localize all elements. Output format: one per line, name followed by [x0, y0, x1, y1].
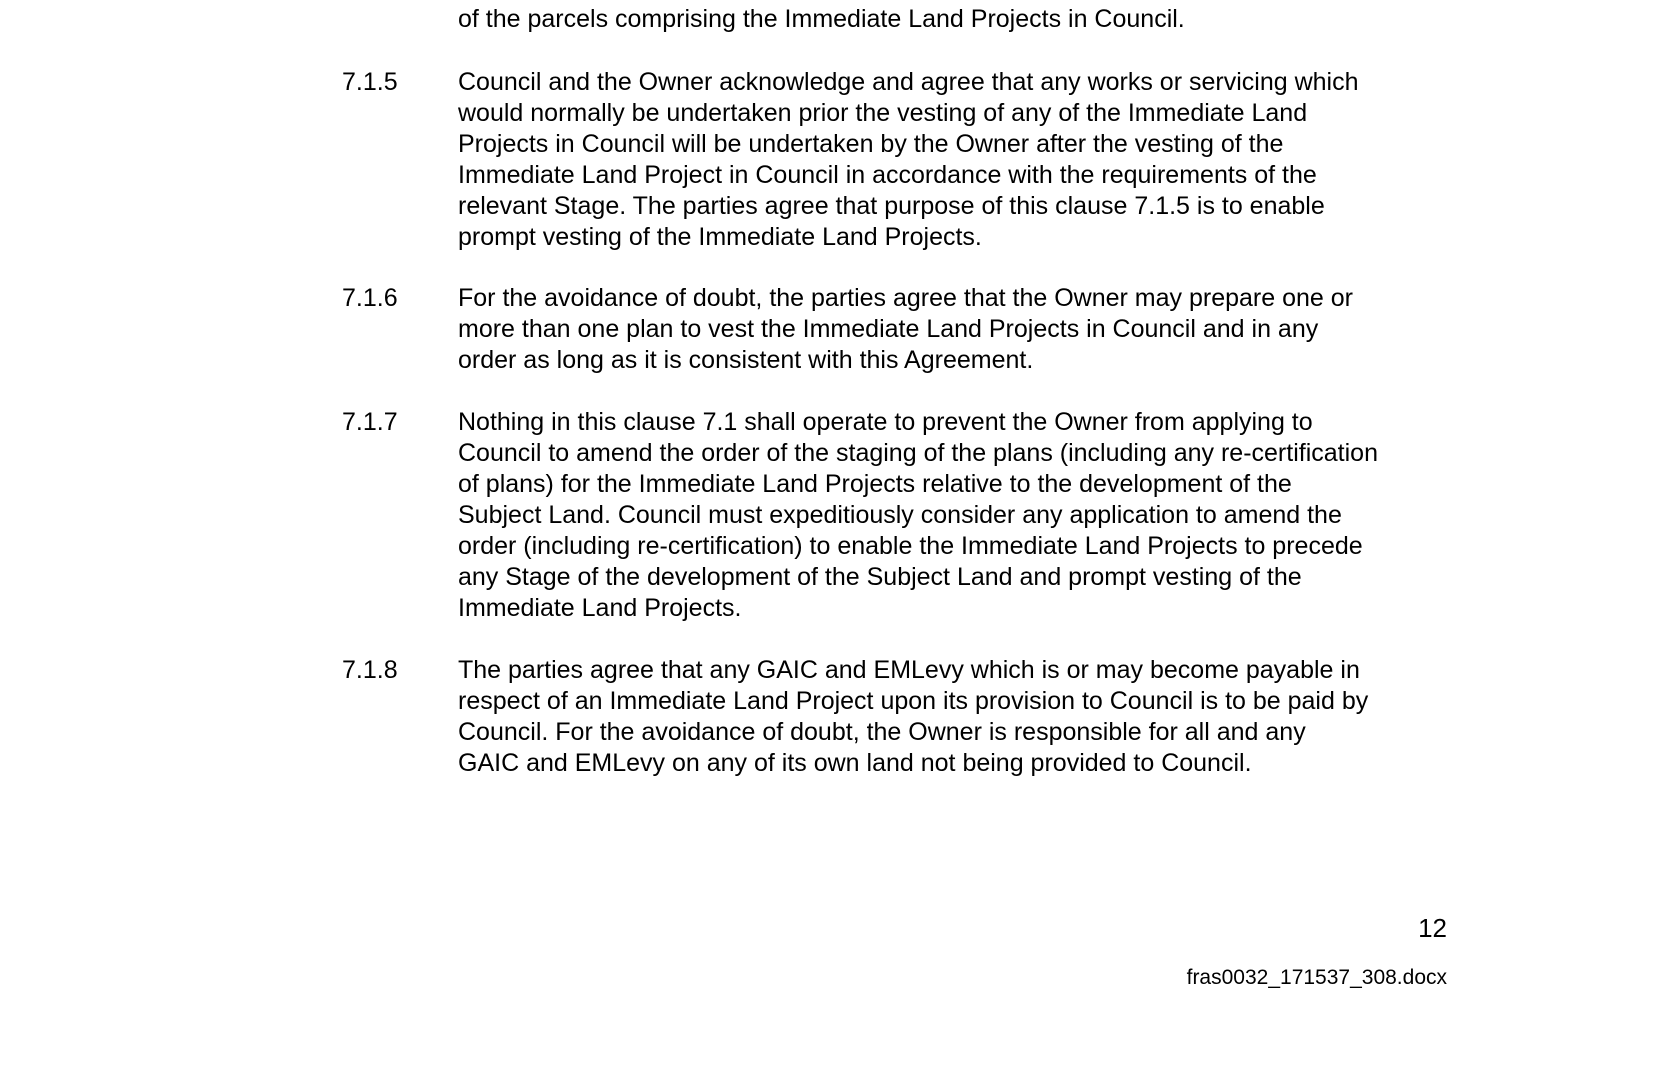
clause-number: 7.1.7 — [342, 408, 398, 436]
paragraph-line: more than one plan to vest the Immediate Land Projects in Council and in any — [458, 315, 1319, 343]
paragraph-line: The parties agree that any GAIC and EMLevy which is or may become payable in — [458, 656, 1360, 684]
clause-paragraph — [458, 407, 1458, 624]
paragraph-line: Council. For the avoidance of doubt, the Owner is responsible for all and any — [458, 718, 1306, 746]
paragraph-line: prompt vesting of the Immediate Land Projects. — [458, 223, 982, 251]
paragraph-line: For the avoidance of doubt, the parties agree that the Owner may prepare one or — [458, 284, 1353, 312]
paragraph-line: Projects in Council will be undertaken by the Owner after the vesting of the — [458, 130, 1284, 158]
paragraph-line: Council and the Owner acknowledge and agree that any works or servicing which — [458, 68, 1359, 96]
clause-number: 7.1.8 — [342, 656, 398, 684]
paragraph-line: Subject Land. Council must expeditiously consider any application to amend the — [458, 501, 1342, 529]
page-number: 12 — [1418, 913, 1447, 943]
paragraph-line: order as long as it is consistent with this Agreement. — [458, 346, 1034, 374]
clause-paragraph — [458, 283, 1458, 376]
paragraph-line: Nothing in this clause 7.1 shall operate to prevent the Owner from applying to — [458, 408, 1313, 436]
paragraph-line: would normally be undertaken prior the vesting of any of the Immediate Land — [458, 99, 1308, 127]
clause-paragraph — [458, 67, 1458, 253]
paragraph-line: Immediate Land Project in Council in accordance with the requirements of the — [458, 161, 1317, 189]
paragraph-line: Immediate Land Projects. — [458, 594, 742, 622]
paragraph-line: of the parcels comprising the Immediate Land Projects in Council. — [458, 5, 1185, 33]
clause-number: 7.1.5 — [342, 68, 398, 96]
paragraph-line: order (including re-certification) to enable the Immediate Land Projects to precede — [458, 532, 1363, 560]
paragraph-line: of plans) for the Immediate Land Projects relative to the development of the — [458, 470, 1292, 498]
paragraph-line: any Stage of the development of the Subject Land and prompt vesting of the — [458, 563, 1302, 591]
carryover-paragraph — [458, 4, 1458, 35]
file-reference: fras0032_171537_308.docx — [1186, 966, 1447, 989]
clause-paragraph — [458, 655, 1458, 779]
clause-number: 7.1.6 — [342, 284, 398, 312]
paragraph-line: respect of an Immediate Land Project upon its provision to Council is to be paid by — [458, 687, 1369, 715]
paragraph-line: relevant Stage. The parties agree that purpose of this clause 7.1.5 is to enable — [458, 192, 1325, 220]
paragraph-line: Council to amend the order of the staging of the plans (including any re-certification — [458, 439, 1378, 467]
paragraph-line: GAIC and EMLevy on any of its own land not being provided to Council. — [458, 749, 1252, 777]
